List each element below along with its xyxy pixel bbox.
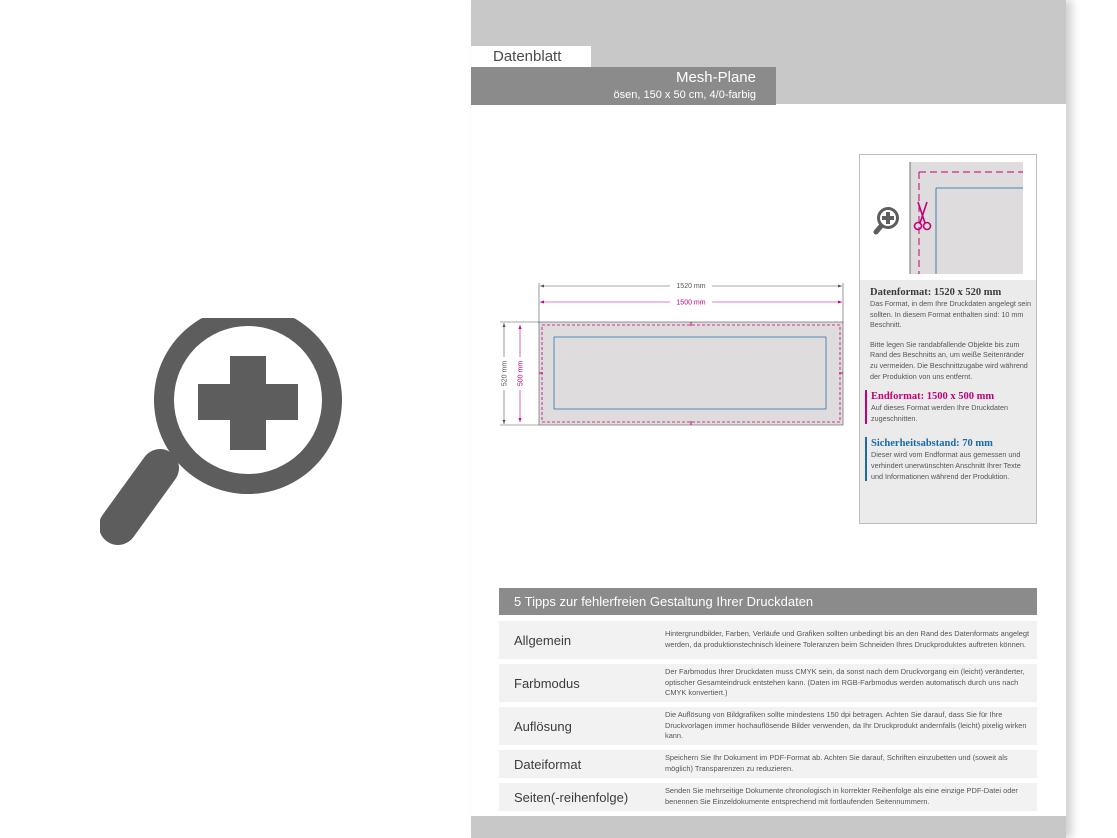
sicherheitsabstand-text: Dieser wird vom Endformat aus gemessen und verhindert unerwünschten Anschnitt Ihrer Texte und Informationen während der Produktion. (871, 450, 1021, 481)
tip-label: Auflösung (514, 718, 572, 734)
corner-detail-preview (860, 155, 1036, 280)
inner-width-label: 1500 mm (676, 299, 706, 307)
product-title: Mesh-Plane (675, 69, 756, 86)
format-drawing (496, 275, 846, 435)
datenformat-rect (539, 322, 843, 425)
product-title-box (471, 67, 776, 105)
product-subtitle: ösen, 150 x 50 cm, 4/0-farbig (613, 89, 756, 101)
tip-label: Allgemein (514, 632, 572, 648)
datenformat-heading: Datenformat: 1520 x 520 mm (870, 287, 1002, 298)
format-info-text (870, 286, 1032, 482)
endformat-heading: Endformat: 1500 x 500 mm (871, 391, 995, 403)
tip-text: Senden Sie mehrseitige Dokumente chronologisch in korrekter Reihenfolge als eine einzige PDF-Datei oder benennen Sie Einzeldokumente entsprechend mit fortlaufenden Seitennummern. (665, 786, 1018, 806)
sicherheitsabstand-block (870, 437, 1032, 482)
sicherheitsabstand-heading: Sicherheitsabstand: 70 mm (871, 438, 993, 450)
datasheet-tab: Datenblatt (471, 46, 591, 67)
tip-row (499, 664, 1037, 702)
page-footer-band (471, 816, 1066, 838)
beschnitt-text: Bitte legen Sie randabfallende Objekte bis zum Rand des Beschnitts an, um weiße Seitenränder zu vermeiden. Die Beschnittzugabe wird während der Produktion von uns entfernt. (870, 339, 1028, 381)
tip-row (499, 783, 1037, 811)
format-info-box (859, 154, 1037, 524)
inner-height-label: 500 mm (517, 360, 525, 387)
tip-label: Dateiformat (514, 756, 582, 772)
tip-label: Seiten(-reihenfolge) (514, 789, 629, 805)
tip-text: Hintergrundbilder, Farben, Verläufe und Grafiken sollten unbedingt bis an den Rand des Datenformats angelegt werden, da produktionstechnisch kleinere Toleranzen beim Schneiden Ihres Druckproduktes auftreten können. (665, 629, 1030, 649)
tip-text: Speichern Sie Ihr Dokument im PDF-Format ab. Achten Sie darauf, Schriften einzubetten und (soweit als möglich) Transparenzen zu reduzieren. (665, 753, 1008, 773)
datenformat-text: Das Format, in dem Ihre Druckdaten angelegt sein sollten. In diesem Format enthalten sind: 10 mm Beschnitt. (870, 299, 1031, 330)
outer-height-label: 520 mm (501, 360, 509, 387)
tips-title: 5 Tipps zur fehlerfreien Gestaltung Ihrer Druckdaten (499, 588, 1037, 615)
datasheet-page (471, 0, 1066, 838)
tip-row (499, 750, 1037, 778)
tip-label: Farbmodus (514, 675, 580, 691)
outer-width-label: 1520 mm (676, 283, 706, 290)
endformat-text: Auf dieses Format werden Ihre Druckdaten zugeschnitten. (871, 403, 1009, 423)
zoom-in-icon (876, 207, 899, 232)
tip-row (499, 621, 1037, 659)
tip-text: Der Farbmodus Ihrer Druckdaten muss CMYK sein, da sonst nach dem Druckvorgang ein (leicht) veränderter, optischer Gesamteindruck entstehen kann. (Daten im RGB-Farbmodus werden automatisch durch uns nach CMYK konvertiert.) (665, 666, 1025, 698)
endformat-block (870, 390, 1032, 424)
tips-section (499, 588, 1037, 811)
zoom-in-icon[interactable] (100, 318, 360, 550)
tip-row (499, 707, 1037, 745)
tip-text: Die Auflösung von Bildgrafiken sollte mindestens 150 dpi betragen. Achten Sie darauf, dass Sie für Ihre Druckvorlagen immer hochauflösende Bilder verwenden, da Ihr Druckprodukt andernfalls (leicht) pixelig wirken kann. (665, 709, 1027, 741)
